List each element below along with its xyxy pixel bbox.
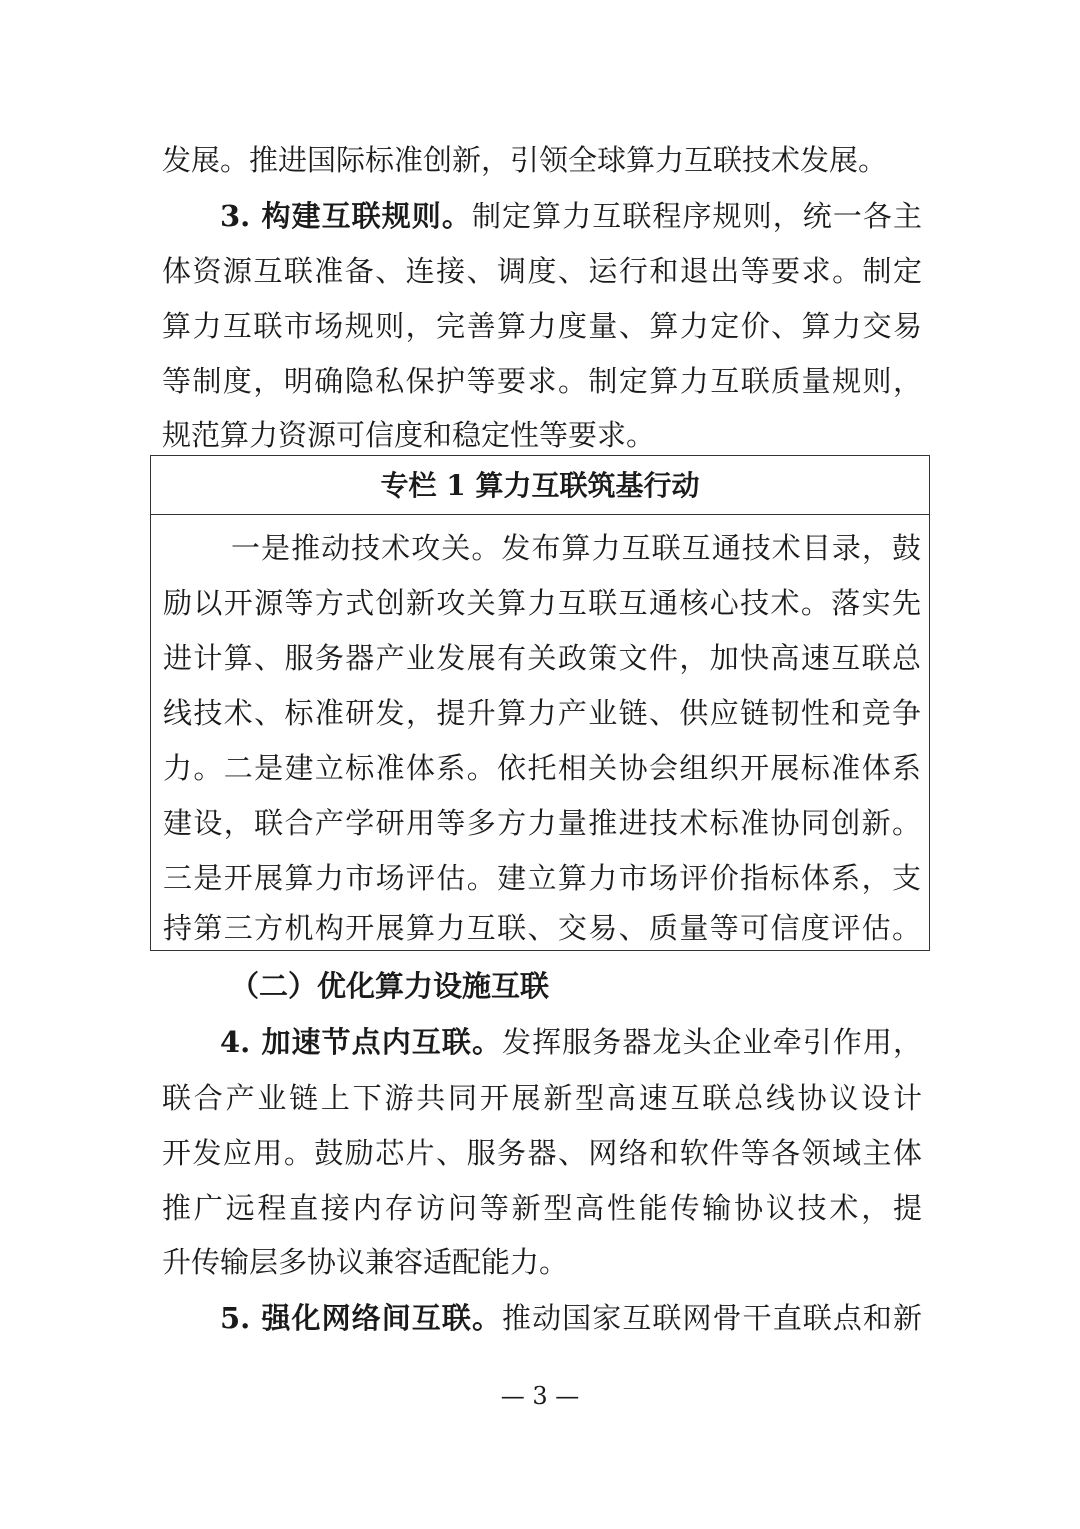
text-line: 升传输层多协议兼容适配能力。 — [162, 1245, 569, 1279]
box-text-line: 三是开展算力市场评估。建立算力市场评价指标体系，支 — [163, 861, 921, 895]
text-line: 联合产业链上下游共同开展新型高速互联总线协议设计 — [162, 1081, 922, 1115]
subheading: （二）优化算力设施互联 — [230, 969, 550, 1003]
section-3-heading: 3. 构建互联规则。 — [220, 199, 472, 233]
section-4-heading: 4. 加速节点内互联。 — [220, 1025, 503, 1059]
section-5-heading: 5. 强化网络间互联。 — [220, 1301, 503, 1335]
column-box-header — [151, 456, 929, 515]
box-text-line: 建设，联合产学研用等多方力量推进技术标准协同创新。 — [163, 806, 921, 840]
text-span: 推动国家互联网骨干直联点和新 — [502, 1301, 922, 1335]
text-line: 发展。推进国际标准创新，引领全球算力互联技术发展。 — [162, 143, 888, 177]
box-text-line: 一是推动技术攻关。发布算力互联互通技术目录，鼓 — [231, 531, 921, 565]
section-5-first-line — [220, 1298, 922, 1338]
text-line: 开发应用。鼓励芯片、服务器、网络和软件等各领域主体 — [162, 1136, 922, 1170]
section-3-first-line — [220, 196, 922, 236]
box-text-line: 力。二是建立标准体系。依托相关协会组织开展标准体系 — [163, 751, 921, 785]
box-text-line: 进计算、服务器产业发展有关政策文件，加快高速互联总 — [163, 641, 921, 675]
box-text-line: 线技术、标准研发，提升算力产业链、供应链韧性和竞争 — [163, 696, 921, 730]
text-line: 体资源互联准备、连接、调度、运行和退出等要求。制定 — [162, 254, 922, 288]
column-box-title: 专栏 1 算力互联筑基行动 — [380, 469, 700, 502]
text-line: 算力互联市场规则，完善算力度量、算力定价、算力交易 — [162, 309, 922, 343]
column-box — [150, 455, 930, 951]
text-line: 等制度，明确隐私保护等要求。制定算力互联质量规则， — [162, 364, 922, 398]
box-text-line: 持第三方机构开展算力互联、交易、质量等可信度评估。 — [163, 911, 921, 945]
text-line: 推广远程直接内存访问等新型高性能传输协议技术，提 — [162, 1191, 922, 1225]
text-line: 规范算力资源可信度和稳定性等要求。 — [162, 418, 656, 452]
text-span: 制定算力互联程序规则，统一各主 — [471, 199, 922, 233]
page-number: — 3 — — [500, 1382, 580, 1410]
section-4-first-line — [220, 1022, 922, 1062]
text-span: 发挥服务器龙头企业牵引作用， — [502, 1025, 922, 1059]
box-text-line: 励以开源等方式创新攻关算力互联互通核心技术。落实先 — [163, 586, 921, 620]
